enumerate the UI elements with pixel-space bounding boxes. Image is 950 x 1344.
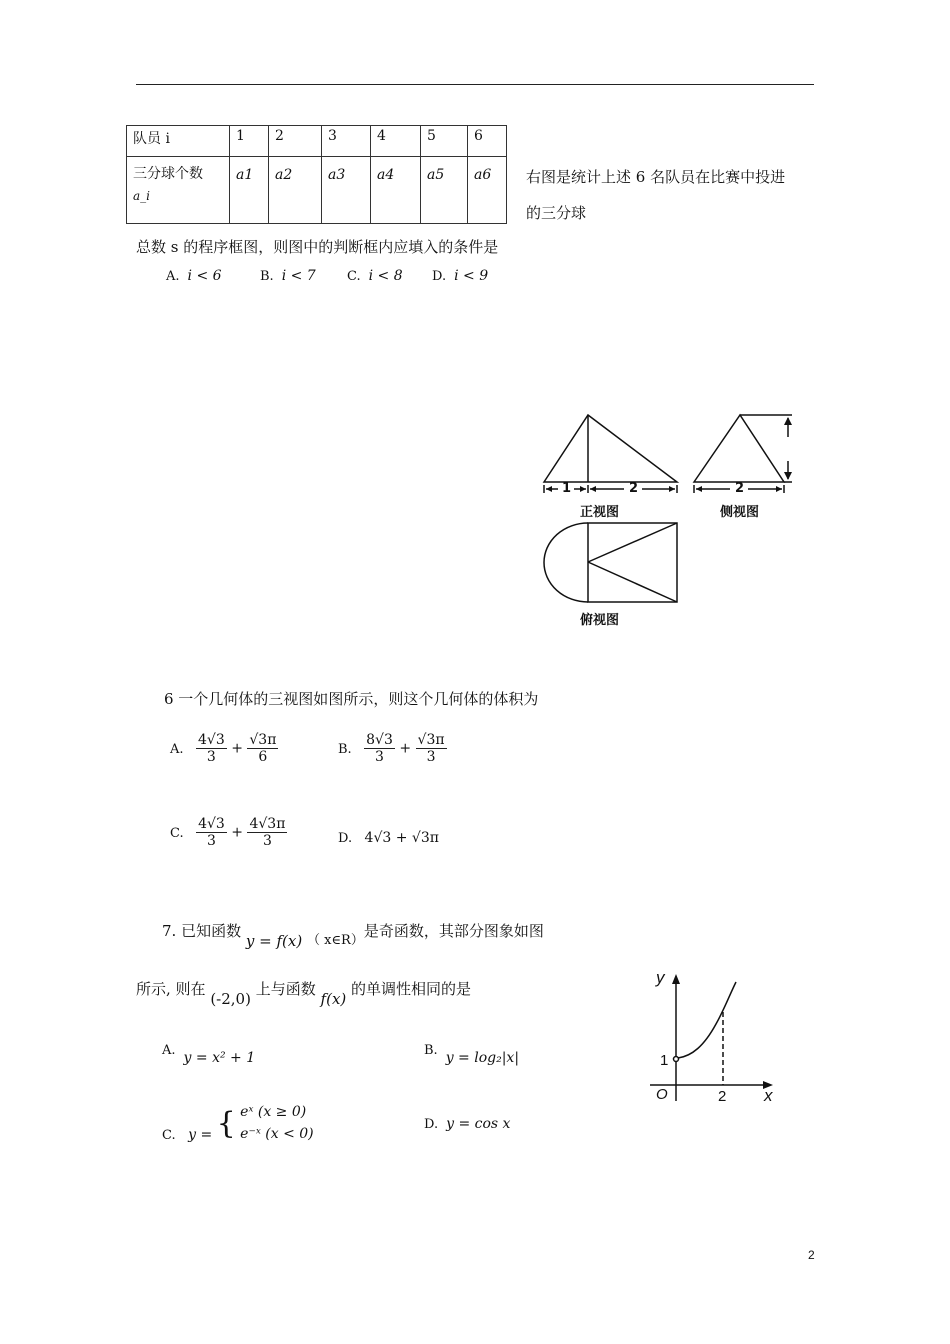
table-cell: 2: [269, 126, 322, 157]
table-cell: a5: [421, 157, 468, 224]
denominator: 3: [206, 833, 216, 849]
table-row: [127, 157, 507, 224]
function-curve: [678, 982, 736, 1058]
domain-text: （ x∈R）: [306, 933, 364, 948]
option-label: A.: [170, 741, 184, 757]
denominator: 3: [206, 749, 216, 765]
table-cell: 4: [371, 126, 421, 157]
stats-table: [126, 125, 507, 224]
three-views-figure: [530, 405, 810, 630]
q5-option-a: [166, 268, 222, 284]
q7-stem-line2: [136, 978, 472, 1008]
option-label: C.: [162, 1128, 176, 1143]
q6-option-d: [338, 830, 439, 846]
q7-option-c: C. y = { eˣ (x ≥ 0) e⁻ˣ (x < 0): [162, 1104, 314, 1143]
function-expr: f(x): [320, 990, 347, 1008]
numerator: √3π: [249, 732, 277, 748]
q7-option-a: [162, 1042, 256, 1066]
option-label: B.: [424, 1043, 438, 1058]
stem-text: 上与函数: [255, 980, 316, 998]
front-view-label: 正视图: [580, 505, 620, 520]
top-view-label: 俯视图: [580, 613, 620, 628]
dimension-arrows: [546, 417, 792, 492]
denominator: 3: [426, 749, 436, 765]
numerator: 4√3: [198, 816, 225, 832]
numerator: 4√3π: [249, 816, 286, 832]
table-cell: 5: [421, 126, 468, 157]
function-expr: y = f(x): [245, 932, 303, 950]
fraction: [416, 732, 447, 765]
numerator: 4√3: [197, 732, 225, 748]
option-label: C.: [347, 269, 361, 284]
q7-option-d: [424, 1116, 510, 1132]
open-point: [674, 1057, 679, 1062]
denominator: 6: [258, 749, 268, 765]
table-cell: a6: [468, 157, 507, 224]
dim-2-label: 2: [629, 481, 639, 496]
table-cell: 6: [468, 126, 507, 157]
option-label: B.: [338, 741, 352, 757]
q6-option-a: A. $\frac{4√3}{3}$ + $\frac{√3\pi}{6}$: [170, 732, 277, 765]
stem-text: 7. 已知函数: [162, 922, 242, 940]
stem-text: 是奇函数，其部分图象如图: [363, 922, 544, 940]
q5-option-d: [432, 268, 488, 284]
option-value: i < 9: [454, 268, 489, 284]
option-value: i < 7: [281, 268, 316, 284]
option-value: y = cos x: [446, 1116, 511, 1132]
side-view-label: 侧视图: [720, 505, 760, 520]
fraction: [364, 732, 395, 765]
row-header-sub: a_i: [133, 189, 150, 203]
q7-option-b: [424, 1042, 520, 1066]
dim-1-label: 1: [562, 481, 572, 496]
option-value: y = x² + 1: [183, 1050, 256, 1066]
stem-text: 的单调性相同的是: [351, 980, 472, 998]
page-number: 2: [808, 1248, 815, 1262]
table-cell: a1: [230, 157, 269, 224]
q6-stem: 6 一个几何体的三视图如图所示，则这个几何体的体积为: [164, 690, 539, 708]
q5-option-b: [260, 268, 316, 284]
option-label: D.: [432, 269, 447, 284]
q7-stem-line1: [162, 920, 544, 950]
row-header-text: 三分球个数: [133, 166, 203, 182]
table-cell: 1: [230, 126, 269, 157]
denominator: 3: [375, 749, 384, 765]
q6-option-c: C. $\frac{4√3}{3}$ + $\frac{4√3\pi}{3}$: [170, 816, 286, 849]
q5-text-right-2: 的三分球: [526, 204, 587, 222]
table-cell: 3: [322, 126, 371, 157]
option-value: i < 6: [187, 268, 222, 284]
option-label: D.: [424, 1117, 439, 1132]
graph-origin-label: O: [656, 1086, 668, 1103]
table-row: [127, 126, 507, 157]
table-cell: a4: [371, 157, 421, 224]
table-cell: [127, 157, 230, 224]
option-label: C.: [170, 825, 184, 841]
option-value: y = log₂|x|: [445, 1050, 520, 1066]
option-label: A.: [166, 269, 180, 284]
option-value: i < 8: [368, 268, 403, 284]
top-view: [544, 523, 677, 602]
table-cell: 队员 i: [127, 126, 230, 157]
graph-y-label: y: [656, 968, 665, 987]
q5-option-c: [347, 268, 403, 284]
graph-y-tick: 1: [660, 1052, 669, 1069]
table-cell: a2: [269, 157, 322, 224]
fraction: [196, 732, 227, 765]
graph-x-label: x: [764, 1086, 773, 1105]
fraction: [247, 732, 278, 765]
option-label: D.: [338, 831, 353, 846]
fraction: [247, 816, 287, 849]
q5-text-right-1: 右图是统计上述 6 名队员在比赛中投进: [526, 168, 786, 186]
case-line: e⁻ˣ (x < 0): [240, 1126, 314, 1142]
interval-expr: (-2,0): [210, 990, 251, 1008]
option-label: A.: [162, 1043, 176, 1058]
header-rule: [136, 84, 814, 85]
denominator: 3: [262, 833, 272, 849]
numerator: 8√3: [366, 732, 393, 748]
stem-text: 所示, 则在: [136, 980, 206, 998]
case-line: eˣ (x ≥ 0): [240, 1104, 307, 1120]
option-label: B.: [260, 269, 274, 284]
q6-option-b: B. $\frac{8√3}{3}$ + $\frac{√3\pi}{3}$: [338, 732, 445, 765]
numerator: √3π: [417, 732, 445, 748]
fraction: [196, 816, 227, 849]
q5-text-line: 总数 s 的程序框图，则图中的判断框内应填入的条件是: [136, 238, 499, 256]
graph-x-tick: 2: [718, 1088, 727, 1105]
table-cell: a3: [322, 157, 371, 224]
y-arrow-icon: [672, 974, 680, 984]
option-value: 4√3 + √3π: [364, 830, 439, 846]
dim-side-label: 2: [735, 481, 745, 496]
